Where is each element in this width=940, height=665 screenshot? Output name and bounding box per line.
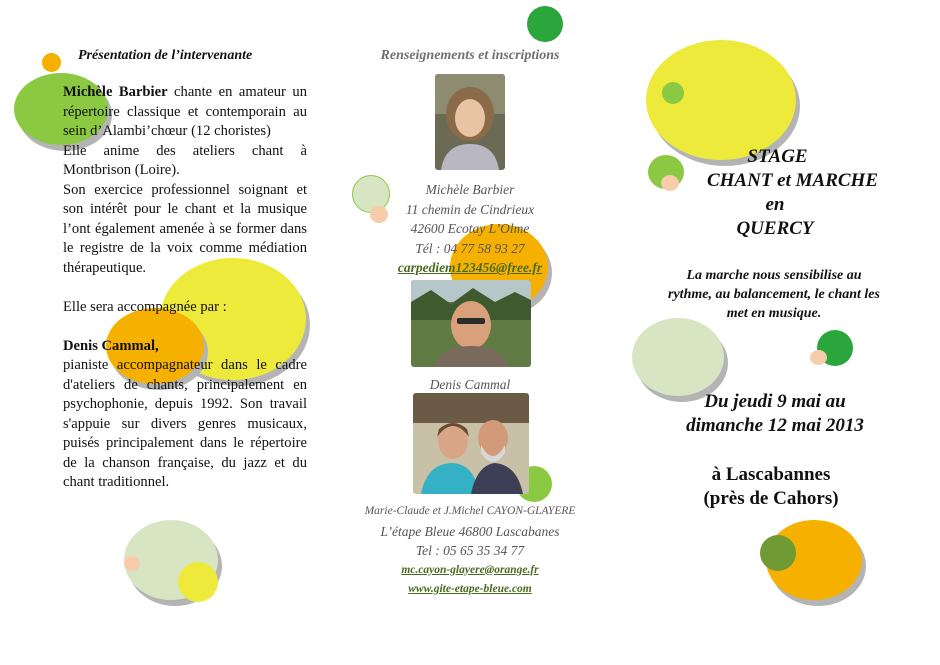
- decor-circle: [124, 556, 140, 571]
- intro-text: La marche nous sensibilise au rythme, au balancement, le chant les met en musique.: [668, 268, 880, 321]
- event-dates: [655, 390, 895, 438]
- presenter-bio: chante en amateur un répertoire classique et contemporain au sein d’Alambi’chœur (12 choristes): [63, 84, 307, 139]
- email-link[interactable]: carpediem123456@free.fr: [397, 260, 543, 275]
- presenter-section-title: Présentation de l’intervenante: [78, 48, 253, 63]
- decor-circle: [527, 6, 563, 42]
- decor-circle: [810, 350, 827, 365]
- contact-address: L’étape Bleue 46800 Lascabanes: [380, 523, 560, 539]
- contact-phone: Tel : 05 65 35 34 77: [415, 543, 525, 558]
- presenter-text: [63, 83, 307, 493]
- contact-cayon-glayere: [340, 502, 600, 600]
- decor-circle: [632, 318, 724, 396]
- contact-address: 11 chemin de Cindrieux: [405, 201, 535, 217]
- info-section-title: Renseignements et inscriptions: [380, 48, 560, 63]
- contact-city: 42600 Ecotay L’Olme: [410, 221, 530, 236]
- place-line: (près de Cahors): [703, 488, 839, 509]
- decor-circle: [662, 82, 684, 104]
- dates-line: Du jeudi 9 mai au: [704, 391, 846, 412]
- decor-circle: [42, 53, 61, 72]
- contact-denis: [340, 375, 600, 395]
- decor-circle: [760, 535, 796, 571]
- event-place: [656, 463, 886, 511]
- dates-line: dimanche 12 mai 2013: [686, 415, 864, 436]
- pianist-name: Denis Cammal,: [63, 337, 159, 354]
- title-line: en: [765, 194, 785, 215]
- place-line: à Lascabannes: [711, 464, 831, 485]
- title-line: QUERCY: [736, 218, 814, 239]
- photo-michele-barbier: [435, 74, 505, 170]
- accompanied-by: Elle sera accompagnée par :: [63, 298, 227, 315]
- contact-michele: [340, 180, 600, 278]
- presenter-name: Michèle Barbier: [63, 84, 168, 100]
- contact-phone: Tél : 04 77 58 93 27: [415, 240, 525, 256]
- stage-title: [660, 145, 890, 241]
- title-line: STAGE: [747, 146, 808, 167]
- pianist-bio: pianiste accompagnateur dans le cadre d'ateliers de chants, principalement en psychophonie, depuis 1992. Son travail s'appuie sur divers genres musicaux, puisés principalement dans le répertoire de la chanson française, du jazz et du chant traditionnel.: [63, 357, 307, 490]
- contact-names: Marie-Claude et J.Michel CAYON-GLAYERE: [364, 505, 576, 517]
- contact-name: Denis Cammal: [429, 377, 511, 392]
- presenter-profession: Son exercice professionnel soignant et son intérêt pour le chant et la musique l’ont également amenée à se former dans le registre de la voix comme médiation thérapeutique.: [63, 181, 307, 276]
- title-line: CHANT et MARCHE: [706, 170, 879, 191]
- contact-name: Michèle Barbier: [425, 182, 515, 197]
- photo-cayon-glayere: [413, 393, 529, 494]
- email-link[interactable]: mc.cayon-glayere@orange.fr: [401, 563, 539, 576]
- photo-denis-cammal: [411, 280, 531, 367]
- presenter-workshops: Elle anime des ateliers chant à Montbrison (Loire).: [63, 142, 307, 178]
- website-link[interactable]: www.gite-etape-bleue.com: [408, 583, 532, 595]
- decor-circle: [178, 562, 218, 602]
